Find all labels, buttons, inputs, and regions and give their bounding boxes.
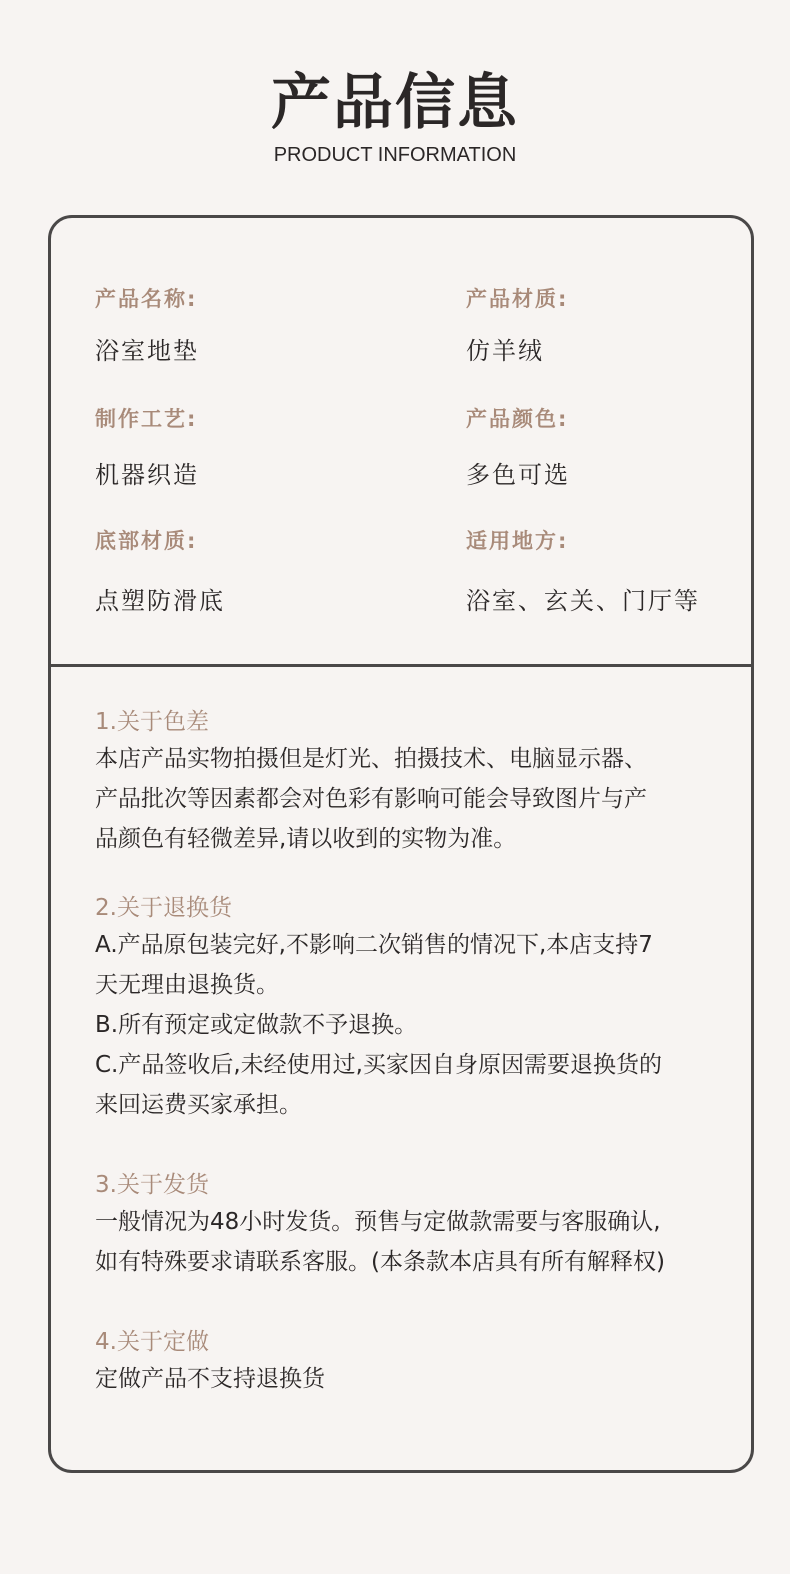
note-line: 一般情况为48小时发货。预售与定做款需要与客服确认, [95, 1209, 661, 1235]
note-custom-order [95, 1325, 735, 1399]
note-returns [95, 891, 735, 1125]
spec-label: 产品材质: [466, 287, 569, 311]
spec-value: 仿羊绒 [466, 337, 544, 365]
spec-value: 机器织造 [95, 461, 199, 489]
note-line: 产品批次等因素都会对色彩有影响可能会导致图片与产 [95, 786, 647, 812]
note-shipping [95, 1168, 735, 1282]
note-color-difference [95, 705, 735, 859]
note-line: 来回运费买家承担。 [95, 1092, 302, 1118]
note-line: 天无理由退换货。 [95, 972, 279, 998]
note-title: 2.关于退换货 [95, 895, 232, 921]
spec-label: 适用地方: [466, 529, 569, 553]
spec-color [466, 404, 766, 489]
note-line: C.产品签收后,未经使用过,买家因自身原因需要退换货的 [95, 1052, 662, 1078]
note-line: 定做产品不支持退换货 [95, 1366, 325, 1392]
note-line: A.产品原包装完好,不影响二次销售的情况下,本店支持7 [95, 932, 653, 958]
spec-bottom-material [95, 526, 395, 615]
note-line: B.所有预定或定做款不予退换。 [95, 1012, 418, 1038]
spec-craft [95, 404, 395, 489]
spec-usage [466, 526, 766, 615]
page-header [0, 64, 790, 168]
spec-label: 产品名称: [95, 287, 198, 311]
spec-product-material [466, 284, 766, 365]
note-title: 1.关于色差 [95, 709, 209, 735]
spec-value: 浴室地垫 [95, 337, 199, 365]
spec-value: 浴室、玄关、门厅等 [466, 587, 700, 615]
page-title: 产品信息 [271, 68, 519, 138]
note-line: 品颜色有轻微差异,请以收到的实物为准。 [95, 826, 517, 852]
page-subtitle: PRODUCT INFORMATION [273, 144, 517, 166]
note-line: 如有特殊要求请联系客服。(本条款本店具有所有解释权) [95, 1249, 665, 1275]
spec-label: 制作工艺: [95, 407, 198, 431]
spec-label: 产品颜色: [466, 407, 569, 431]
spec-value: 点塑防滑底 [95, 587, 225, 615]
spec-value: 多色可选 [466, 461, 570, 489]
spec-product-name [95, 284, 395, 365]
note-title: 3.关于发货 [95, 1172, 209, 1198]
card-divider [51, 664, 751, 667]
note-line: 本店产品实物拍摄但是灯光、拍摄技术、电脑显示器、 [95, 746, 647, 772]
product-info-card [48, 215, 754, 1473]
spec-label: 底部材质: [95, 529, 198, 553]
note-title: 4.关于定做 [95, 1329, 209, 1355]
